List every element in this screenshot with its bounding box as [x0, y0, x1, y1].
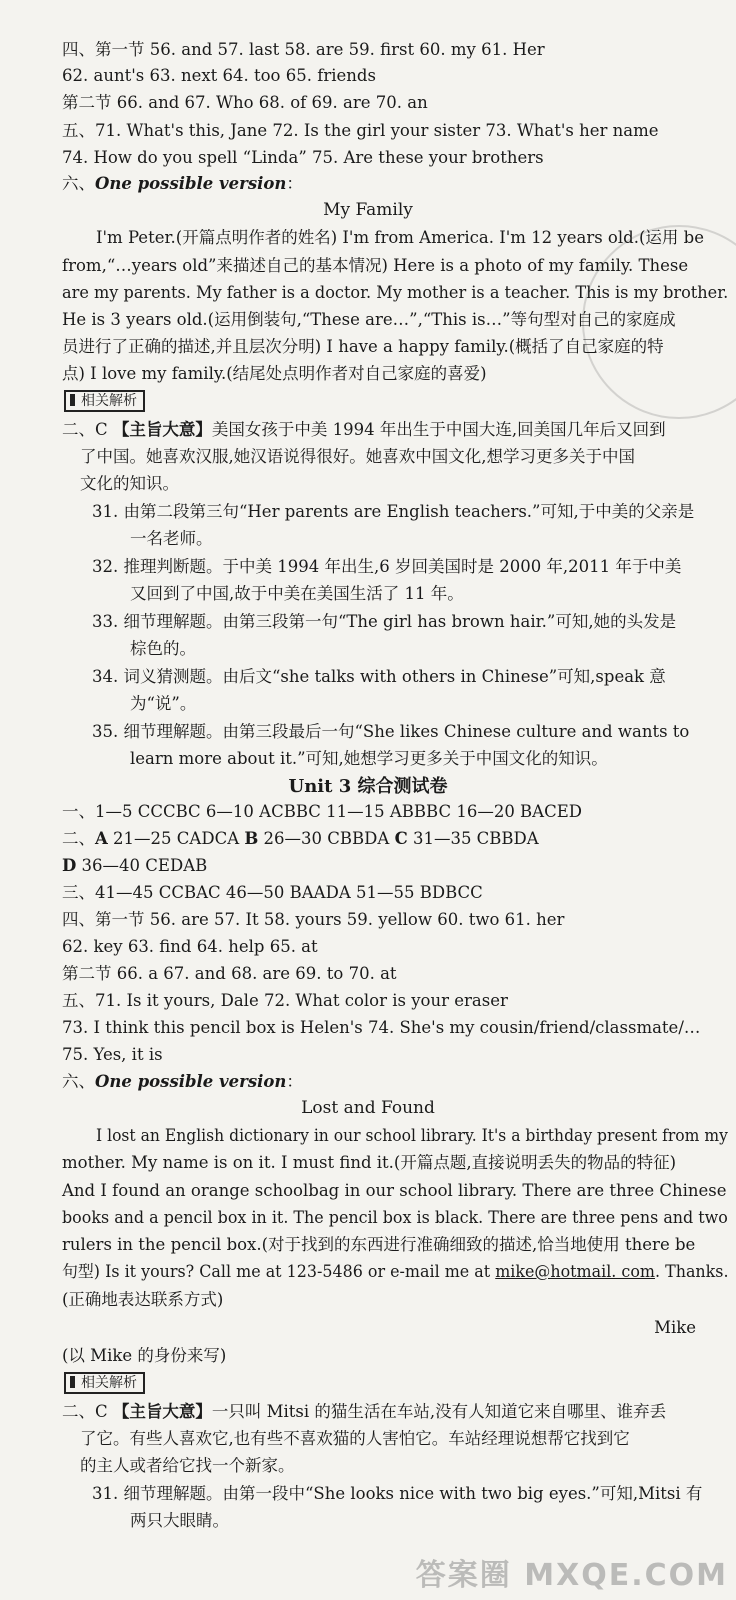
section-number: 六、 [62, 174, 95, 193]
analysis-line: 32. 推理判断题。于中美 1994 年出生,6 岁回美国时是 2000 年,2011 年于中美 [92, 557, 682, 576]
essay-line: He is 3 years old.(运用倒装句,“These are…”,“This is…”等句型对自己的家庭成 [62, 310, 676, 329]
essay-title: My Family [323, 200, 413, 220]
essay-line [62, 1262, 729, 1282]
analysis-section: 二、C [62, 1402, 113, 1421]
analysis-line: 了中国。她喜欢汉服,她汉语说得很好。她喜欢中国文化,想学习更多关于中国 [80, 447, 635, 466]
answer-line: 第二节 66. and 67. Who 68. of 69. are 70. an [62, 93, 428, 112]
colon: ： [286, 174, 303, 193]
answer-line: 62. key 63. find 64. help 65. at [62, 937, 318, 956]
version-label: One possible version [95, 1072, 287, 1091]
version-label: One possible version [95, 174, 287, 193]
answer-line: 一、1—5 CCCBC 6—10 ACBBC 11—15 ABBBC 16—20 BACED [62, 802, 582, 821]
section-number: 二、 [62, 829, 95, 848]
section-heading [62, 174, 303, 194]
answer-line [62, 856, 207, 876]
analysis-line: 了它。有些人喜欢它,也有些不喜欢猫的人害怕它。车站经理说想帮它找到它 [80, 1429, 630, 1448]
answer-line: 四、第一节 56. and 57. last 58. are 59. first 60. my 61. Her [62, 40, 545, 59]
answers: 21—25 CADCA [107, 829, 245, 848]
analysis-line: learn more about it.”可知,她想学习更多关于中国文化的知识。 [130, 749, 608, 768]
unit-title: Unit 3 综合测试卷 [288, 776, 448, 797]
analysis-line: 31. 由第二段第三句“Her parents are English teachers.”可知,于中美的父亲是 [92, 502, 695, 521]
essay-line: 员进行了正确的描述,并且层次分明) I have a happy family.(概括了自己家庭的特 [62, 337, 664, 356]
part-letter: B [244, 829, 259, 848]
analysis-line: 31. 细节理解题。由第一段中“She looks nice with two big eyes.”可知,Mitsi 有 [92, 1484, 703, 1503]
essay-line: I lost an English dictionary in our school library. It's a birthday present from my [96, 1126, 728, 1145]
essay-note: (以 Mike 的身份来写) [62, 1346, 227, 1365]
essay-line: And I found an orange schoolbag in our school library. There are three Chinese [62, 1181, 727, 1200]
analysis-line: 为“说”。 [130, 694, 197, 713]
essay-line: from,“…years old”来描述自己的基本情况) Here is a photo of my family. These [62, 256, 689, 275]
analysis-label-box [64, 390, 145, 412]
analysis-line: 一名老师。 [130, 529, 213, 548]
label-bar-icon [70, 1376, 75, 1388]
answer-line: 第二节 66. a 67. and 68. are 69. to 70. at [62, 964, 397, 983]
analysis-line: 的主人或者给它找一个新家。 [80, 1456, 295, 1475]
essay-line: books and a pencil box in it. The pencil box is black. There are three pens and two [62, 1208, 728, 1227]
main-idea-label: 【主旨大意】 [112, 420, 212, 439]
analysis-label: 相关解析 [81, 1375, 137, 1391]
answer-line [62, 829, 539, 849]
part-letter: A [95, 829, 108, 848]
answer-line: 73. I think this pencil box is Helen's 74. She's my cousin/friend/classmate/… [62, 1018, 701, 1037]
answer-line: 75. Yes, it is [62, 1045, 163, 1064]
site-watermark-logo: 答案圈 MXQE.COM [415, 1558, 728, 1593]
analysis-line: 35. 细节理解题。由第三段最后一句“She likes Chinese culture and wants to [92, 722, 690, 741]
analysis-line: 棕色的。 [130, 639, 196, 658]
answers: 31—35 CBBDA [407, 829, 539, 848]
analysis-line: 又回到了中国,故于中美在美国生活了 11 年。 [130, 584, 464, 603]
answer-line: 五、71. What's this, Jane 72. Is the girl your sister 73. What's her name [62, 121, 659, 140]
essay-line: rulers in the pencil box.(对于找到的东西进行准确细致的描述,恰当地使用 there be [62, 1235, 696, 1254]
essay-line: mother. My name is on it. I must find it.(开篇点题,直接说明丢失的物品的特征) [62, 1153, 677, 1172]
analysis-label-box [64, 1372, 145, 1394]
signature: Mike [654, 1318, 696, 1337]
analysis-line: 33. 细节理解题。由第三段第一句“The girl has brown hair.”可知,她的头发是 [92, 612, 677, 631]
section-heading [62, 1072, 303, 1092]
essay-line: 点) I love my family.(结尾处点明作者对自己家庭的喜爱) [62, 364, 487, 383]
analysis-text: 一只叫 Mitsi 的猫生活在车站,没有人知道它来自哪里、谁弃丢 [211, 1402, 667, 1421]
colon: ： [286, 1072, 303, 1091]
answer-line: 62. aunt's 63. next 64. too 65. friends [62, 66, 376, 85]
essay-line: (正确地表达联系方式) [62, 1290, 224, 1309]
analysis-label: 相关解析 [81, 393, 137, 409]
answer-line: 五、71. Is it yours, Dale 72. What color is your eraser [62, 991, 508, 1010]
answer-line: 74. How do you spell “Linda” 75. Are these your brothers [62, 148, 544, 167]
analysis-heading [62, 420, 666, 440]
main-idea-label: 【主旨大意】 [112, 1402, 212, 1421]
essay-text: . Thanks. [654, 1262, 729, 1281]
answers: 26—30 CBBDA [258, 829, 395, 848]
part-letter: C [394, 829, 408, 848]
essay-line: are my parents. My father is a doctor. My mother is a teacher. This is my brother. [62, 283, 729, 302]
answer-line: 三、41—45 CCBAC 46—50 BAADA 51—55 BDBCC [62, 883, 483, 902]
answer-line: 四、第一节 56. are 57. It 58. yours 59. yellow 60. two 61. her [62, 910, 565, 929]
analysis-line: 两只大眼睛。 [130, 1511, 229, 1530]
label-bar-icon [70, 394, 75, 406]
analysis-text: 美国女孩于中美 1994 年出生于中国大连,回美国几年后又回到 [211, 420, 666, 439]
essay-text: 句型) Is it yours? Call me at 123-5486 or e-mail me at [62, 1262, 496, 1281]
part-letter: D [62, 856, 77, 875]
section-number: 六、 [62, 1072, 95, 1091]
analysis-section: 二、C [62, 420, 113, 439]
analysis-line: 34. 词义猜测题。由后文“she talks with others in Chinese”可知,speak 意 [92, 667, 666, 686]
essay-line: I'm Peter.(开篇点明作者的姓名) I'm from America. I'm 12 years old.(运用 be [96, 228, 704, 247]
analysis-line: 文化的知识。 [80, 474, 179, 493]
answers: 36—40 CEDAB [76, 856, 208, 875]
analysis-heading [62, 1402, 666, 1422]
email-link[interactable]: mike@hotmail. com [495, 1262, 655, 1281]
essay-title: Lost and Found [301, 1098, 435, 1118]
